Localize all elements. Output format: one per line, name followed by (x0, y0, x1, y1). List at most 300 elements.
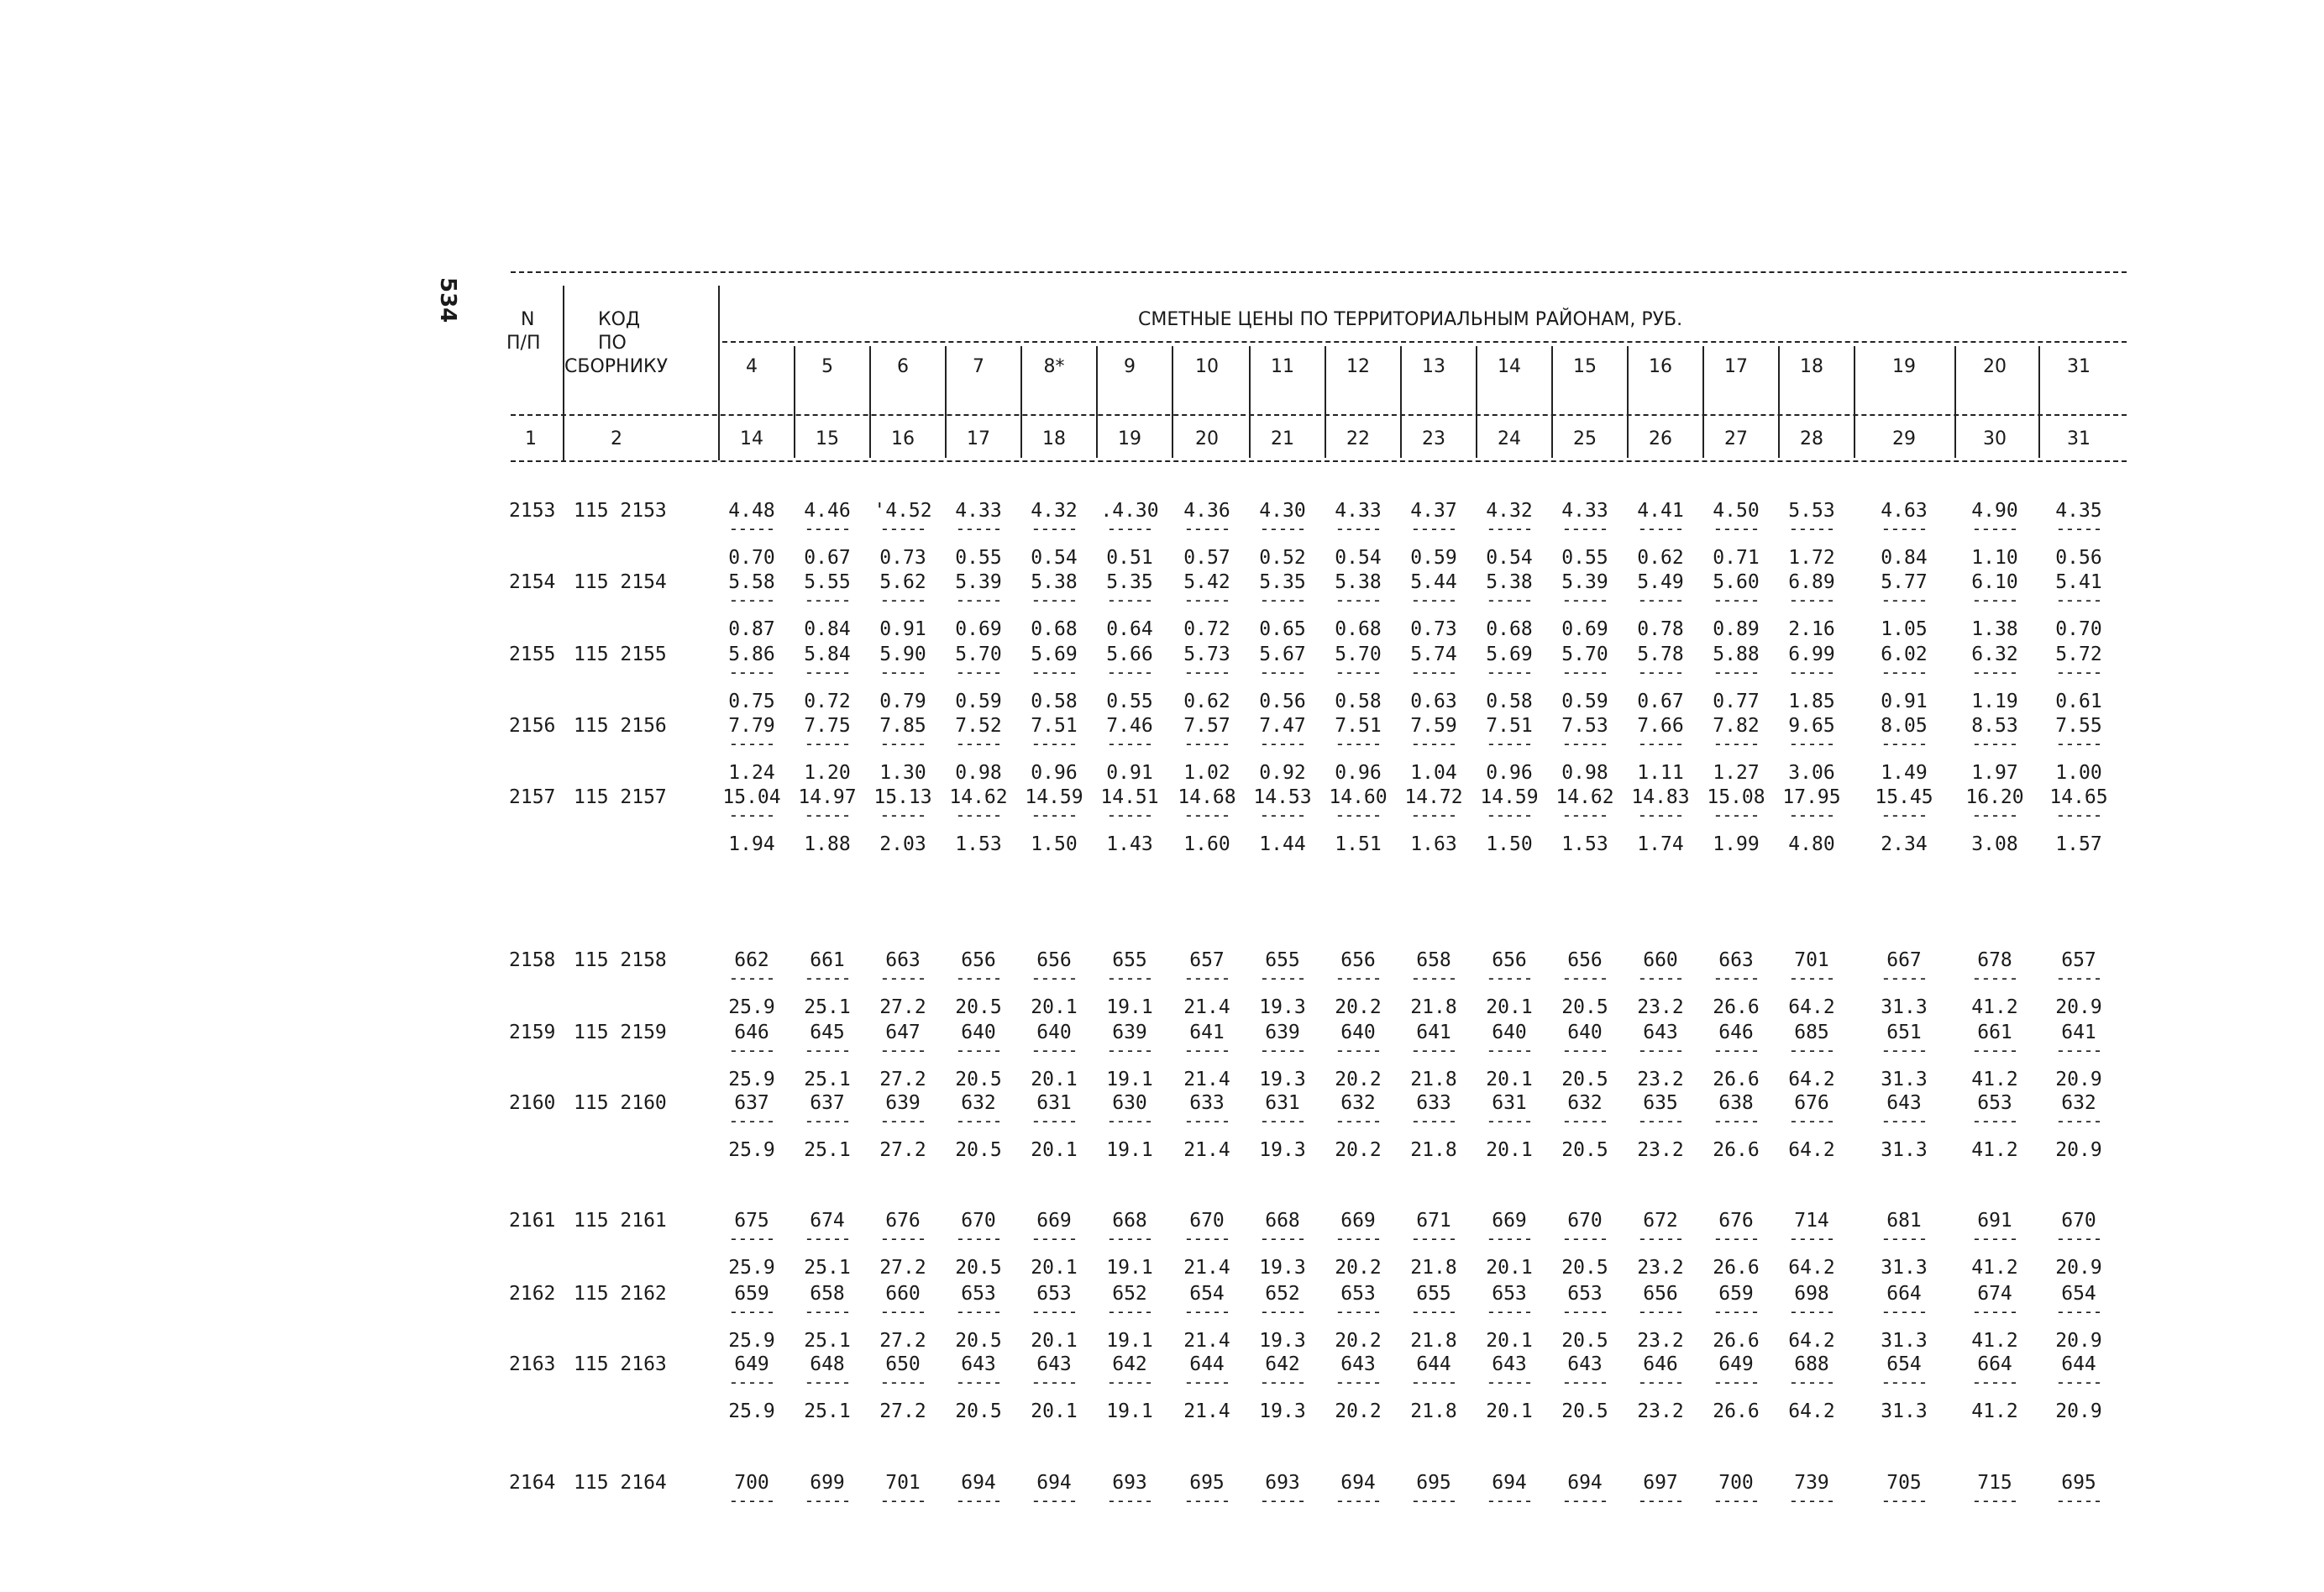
fraction-dash: ----- (1183, 968, 1230, 988)
price-total: 688 (1794, 1353, 1829, 1375)
price-component: 1.00 (2055, 762, 2102, 784)
fraction-dash: ----- (728, 1228, 775, 1248)
fraction-dash: ----- (804, 968, 851, 988)
fraction-dash: ----- (1788, 1111, 1835, 1131)
price-component: 25.1 (804, 1330, 851, 1352)
price-total: 9.65 (1788, 715, 1835, 737)
price-total: 632 (961, 1092, 996, 1114)
row-code: 115 2162 (574, 1283, 667, 1305)
price-total: 705 (1886, 1472, 1922, 1494)
price-component: 1.53 (1561, 833, 1608, 855)
price-total: 4.41 (1637, 500, 1684, 522)
fraction-dash: ----- (879, 805, 926, 825)
fraction-dash: ----- (1788, 733, 1835, 754)
price-total: 8.53 (1971, 715, 2018, 737)
column-divider (1702, 346, 1704, 458)
header-mid-rule (511, 414, 2127, 416)
price-total: 669 (1340, 1210, 1376, 1232)
row-number: 2154 (509, 571, 556, 593)
region-header: 4 (746, 356, 758, 377)
fraction-dash: ----- (1713, 1372, 1760, 1392)
price-total: 715 (1977, 1472, 2012, 1494)
price-component: 0.69 (1561, 618, 1608, 640)
col-index: 14 (740, 428, 763, 449)
price-total: 5.44 (1410, 571, 1457, 593)
fraction-dash: ----- (1335, 805, 1382, 825)
fraction-dash: ----- (1486, 1040, 1533, 1060)
price-component: 64.2 (1788, 996, 1835, 1018)
region-header: 9 (1124, 356, 1136, 377)
price-total: 652 (1112, 1283, 1147, 1305)
fraction-dash: ----- (1561, 1111, 1608, 1131)
price-total: 632 (1567, 1092, 1603, 1114)
price-total: 640 (961, 1022, 996, 1043)
price-total: 678 (1977, 949, 2012, 971)
price-component: 25.1 (804, 1069, 851, 1090)
price-total: 646 (1718, 1022, 1754, 1043)
fraction-dash: ----- (728, 968, 775, 988)
fraction-dash: ----- (1335, 733, 1382, 754)
price-total: 641 (2061, 1022, 2096, 1043)
price-component: 19.1 (1106, 996, 1153, 1018)
price-component: 64.2 (1788, 1139, 1835, 1161)
price-total: 5.38 (1486, 571, 1533, 593)
price-component: 0.65 (1259, 618, 1306, 640)
price-total: 14.65 (2049, 786, 2108, 808)
fraction-dash: ----- (1881, 805, 1928, 825)
fraction-dash: ----- (955, 1111, 1002, 1131)
fraction-dash: ----- (1971, 1372, 2018, 1392)
price-component: 27.2 (879, 1069, 926, 1090)
fraction-dash: ----- (1106, 805, 1153, 825)
price-total: 631 (1492, 1092, 1527, 1114)
row-number: 2156 (509, 715, 556, 737)
fraction-dash: ----- (879, 733, 926, 754)
price-total: 630 (1112, 1092, 1147, 1114)
fraction-dash: ----- (1881, 590, 1928, 610)
price-total: 694 (1036, 1472, 1072, 1494)
region-header: 5 (821, 356, 833, 377)
fraction-dash: ----- (1486, 805, 1533, 825)
col-index: 20 (1195, 428, 1219, 449)
col-index: 19 (1118, 428, 1141, 449)
price-component: 25.9 (728, 1330, 775, 1352)
price-total: 656 (1036, 949, 1072, 971)
fraction-dash: ----- (1106, 968, 1153, 988)
price-component: 1.38 (1971, 618, 2018, 640)
fraction-dash: ----- (1259, 518, 1306, 539)
price-total: 700 (734, 1472, 769, 1494)
price-component: 0.73 (1410, 618, 1457, 640)
price-component: 20.1 (1031, 1069, 1078, 1090)
fraction-dash: ----- (1335, 1228, 1382, 1248)
price-total: 5.70 (955, 644, 1002, 665)
price-total: 661 (810, 949, 845, 971)
price-component: 26.6 (1713, 996, 1760, 1018)
region-header: 14 (1498, 356, 1521, 377)
fraction-dash: ----- (1106, 1228, 1153, 1248)
fraction-dash: ----- (879, 590, 926, 610)
price-component: 0.67 (804, 547, 851, 569)
price-total: 655 (1416, 1283, 1451, 1305)
price-total: 14.68 (1178, 786, 1236, 808)
price-component: 0.57 (1183, 547, 1230, 569)
price-total: 4.35 (2055, 500, 2102, 522)
fraction-dash: ----- (1031, 662, 1078, 682)
fraction-dash: ----- (955, 662, 1002, 682)
price-component: 1.97 (1971, 762, 2018, 784)
fraction-dash: ----- (1971, 1301, 2018, 1321)
price-component: 0.70 (728, 547, 775, 569)
price-total: 5.38 (1031, 571, 1078, 593)
col-index: 26 (1649, 428, 1672, 449)
price-component: 20.1 (1486, 1400, 1533, 1422)
price-component: 20.9 (2055, 1400, 2102, 1422)
fraction-dash: ----- (1335, 662, 1382, 682)
fraction-dash: ----- (1259, 1301, 1306, 1321)
fraction-dash: ----- (1259, 1372, 1306, 1392)
column-divider (945, 346, 947, 458)
price-component: 1.24 (728, 762, 775, 784)
fraction-dash: ----- (1183, 733, 1230, 754)
price-total: 701 (1794, 949, 1829, 971)
price-total: 653 (1036, 1283, 1072, 1305)
col-index: 24 (1498, 428, 1521, 449)
price-component: 0.55 (955, 547, 1002, 569)
price-total: 656 (961, 949, 996, 971)
price-component: 31.3 (1881, 1330, 1928, 1352)
price-component: 0.72 (804, 691, 851, 712)
price-total: 652 (1265, 1283, 1300, 1305)
price-component: 1.44 (1259, 833, 1306, 855)
price-component: 1.05 (1881, 618, 1928, 640)
price-total: 7.66 (1637, 715, 1684, 737)
price-component: 41.2 (1971, 1330, 2018, 1352)
fraction-dash: ----- (1410, 733, 1457, 754)
region-header: 7 (973, 356, 984, 377)
price-component: 0.96 (1486, 762, 1533, 784)
price-component: 1.49 (1881, 762, 1928, 784)
price-total: 653 (1567, 1283, 1603, 1305)
price-total: 739 (1794, 1472, 1829, 1494)
price-total: 656 (1643, 1283, 1678, 1305)
fraction-dash: ----- (1561, 1490, 1608, 1511)
fraction-dash: ----- (1106, 1111, 1153, 1131)
price-total: 7.59 (1410, 715, 1457, 737)
price-component: 31.3 (1881, 1400, 1928, 1422)
price-component: 20.5 (1561, 1330, 1608, 1352)
price-total: 646 (1643, 1353, 1678, 1375)
fraction-dash: ----- (1335, 1301, 1382, 1321)
price-component: 25.1 (804, 1257, 851, 1279)
price-total: 660 (1643, 949, 1678, 971)
price-component: 23.2 (1637, 1330, 1684, 1352)
price-component: 0.91 (1106, 762, 1153, 784)
row-code: 115 2154 (574, 571, 667, 593)
fraction-dash: ----- (2055, 1301, 2102, 1321)
price-total: 7.85 (879, 715, 926, 737)
fraction-dash: ----- (804, 733, 851, 754)
fraction-dash: ----- (1335, 1111, 1382, 1131)
price-total: 7.47 (1259, 715, 1306, 737)
price-total: 694 (1492, 1472, 1527, 1494)
price-total: 639 (885, 1092, 921, 1114)
price-component: 0.62 (1183, 691, 1230, 712)
fraction-dash: ----- (955, 805, 1002, 825)
price-component: 20.5 (955, 996, 1002, 1018)
fraction-dash: ----- (955, 968, 1002, 988)
price-total: 4.90 (1971, 500, 2018, 522)
price-total: 639 (1112, 1022, 1147, 1043)
price-component: 0.59 (955, 691, 1002, 712)
fraction-dash: ----- (1486, 1490, 1533, 1511)
price-total: 7.82 (1713, 715, 1760, 737)
fraction-dash: ----- (879, 1490, 926, 1511)
fraction-dash: ----- (1561, 590, 1608, 610)
price-total: 643 (961, 1353, 996, 1375)
col-index: 18 (1042, 428, 1066, 449)
fraction-dash: ----- (1881, 733, 1928, 754)
price-total: 4.48 (728, 500, 775, 522)
region-header: 17 (1724, 356, 1748, 377)
price-component: 23.2 (1637, 1069, 1684, 1090)
fraction-dash: ----- (1788, 1372, 1835, 1392)
price-total: 14.59 (1025, 786, 1083, 808)
fraction-dash: ----- (1183, 1301, 1230, 1321)
price-component: 1.20 (804, 762, 851, 784)
price-total: 7.52 (955, 715, 1002, 737)
price-component: 4.80 (1788, 833, 1835, 855)
price-component: 25.1 (804, 1139, 851, 1161)
price-component: 0.69 (955, 618, 1002, 640)
fraction-dash: ----- (1637, 1372, 1684, 1392)
fraction-dash: ----- (1881, 662, 1928, 682)
fraction-dash: ----- (1335, 968, 1382, 988)
fraction-dash: ----- (1335, 1040, 1382, 1060)
price-total: 6.89 (1788, 571, 1835, 593)
price-component: 19.1 (1106, 1139, 1153, 1161)
fraction-dash: ----- (1561, 1040, 1608, 1060)
fraction-dash: ----- (1971, 968, 2018, 988)
price-total: 676 (1718, 1210, 1754, 1232)
price-component: 26.6 (1713, 1139, 1760, 1161)
price-component: 0.98 (955, 762, 1002, 784)
price-component: 23.2 (1637, 996, 1684, 1018)
fraction-dash: ----- (2055, 733, 2102, 754)
fraction-dash: ----- (1106, 518, 1153, 539)
price-total: 5.66 (1106, 644, 1153, 665)
price-component: 31.3 (1881, 996, 1928, 1018)
price-total: 640 (1567, 1022, 1603, 1043)
price-component: 21.8 (1410, 1069, 1457, 1090)
price-component: 1.72 (1788, 547, 1835, 569)
fraction-dash: ----- (2055, 1372, 2102, 1392)
fraction-dash: ----- (1788, 968, 1835, 988)
price-component: 20.5 (1561, 996, 1608, 1018)
price-total: 670 (2061, 1210, 2096, 1232)
price-total: 672 (1643, 1210, 1678, 1232)
fraction-dash: ----- (955, 1301, 1002, 1321)
price-total: 660 (885, 1283, 921, 1305)
price-component: 19.1 (1106, 1257, 1153, 1279)
fraction-dash: ----- (1486, 1228, 1533, 1248)
row-code: 115 2153 (574, 500, 667, 522)
fraction-dash: ----- (955, 1372, 1002, 1392)
price-component: 19.1 (1106, 1400, 1153, 1422)
price-total: 5.84 (804, 644, 851, 665)
price-total: 4.36 (1183, 500, 1230, 522)
col-index: 25 (1573, 428, 1597, 449)
fraction-dash: ----- (1971, 518, 2018, 539)
row-number: 2163 (509, 1353, 556, 1375)
price-total: 14.83 (1631, 786, 1690, 808)
price-total: 691 (1977, 1210, 2012, 1232)
region-header: 20 (1983, 356, 2007, 377)
fraction-dash: ----- (955, 518, 1002, 539)
price-total: 693 (1112, 1472, 1147, 1494)
fraction-dash: ----- (879, 1228, 926, 1248)
column-divider (1020, 346, 1022, 458)
col-index: 17 (967, 428, 990, 449)
column-divider (1476, 346, 1477, 458)
price-total: 655 (1265, 949, 1300, 971)
price-total: 668 (1112, 1210, 1147, 1232)
fraction-dash: ----- (1259, 1490, 1306, 1511)
price-total: 14.60 (1329, 786, 1388, 808)
price-component: 20.5 (1561, 1400, 1608, 1422)
price-total: 638 (1718, 1092, 1754, 1114)
column-divider (1954, 346, 1956, 458)
col-index: 22 (1346, 428, 1370, 449)
price-component: 20.9 (2055, 1139, 2102, 1161)
price-component: 23.2 (1637, 1257, 1684, 1279)
fraction-dash: ----- (1637, 1228, 1684, 1248)
sbornik-label: СБОРНИКУ (564, 356, 669, 377)
price-total: 656 (1340, 949, 1376, 971)
price-total: 14.59 (1480, 786, 1539, 808)
price-total: 653 (1492, 1283, 1527, 1305)
price-total: 632 (1340, 1092, 1376, 1114)
fraction-dash: ----- (955, 733, 1002, 754)
fraction-dash: ----- (1637, 1111, 1684, 1131)
fraction-dash: ----- (1031, 733, 1078, 754)
price-total: 654 (2061, 1283, 2096, 1305)
price-component: 0.84 (1881, 547, 1928, 569)
fraction-dash: ----- (1637, 805, 1684, 825)
price-component: 19.3 (1259, 1257, 1306, 1279)
price-component: 0.52 (1259, 547, 1306, 569)
fraction-dash: ----- (1410, 1228, 1457, 1248)
price-component: 19.3 (1259, 996, 1306, 1018)
fraction-dash: ----- (1971, 733, 2018, 754)
price-total: 7.79 (728, 715, 775, 737)
price-total: 670 (1567, 1210, 1603, 1232)
price-component: 1.63 (1410, 833, 1457, 855)
price-total: 663 (885, 949, 921, 971)
price-component: 1.85 (1788, 691, 1835, 712)
price-total: 640 (1340, 1022, 1376, 1043)
price-total: 5.77 (1881, 571, 1928, 593)
price-component: 31.3 (1881, 1069, 1928, 1090)
price-total: 653 (961, 1283, 996, 1305)
price-total: 681 (1886, 1210, 1922, 1232)
price-total: 633 (1189, 1092, 1225, 1114)
fraction-dash: ----- (1410, 1301, 1457, 1321)
fraction-dash: ----- (1637, 968, 1684, 988)
price-component: 20.5 (1561, 1139, 1608, 1161)
price-total: 633 (1416, 1092, 1451, 1114)
price-component: 0.87 (728, 618, 775, 640)
region-header: 10 (1195, 356, 1219, 377)
column-divider (1172, 346, 1173, 458)
price-component: 21.8 (1410, 996, 1457, 1018)
price-total: 658 (810, 1283, 845, 1305)
row-number: 2164 (509, 1472, 556, 1494)
price-total: 667 (1886, 949, 1922, 971)
price-component: 1.60 (1183, 833, 1230, 855)
price-component: 0.96 (1031, 762, 1078, 784)
price-component: 27.2 (879, 1257, 926, 1279)
price-component: 0.96 (1335, 762, 1382, 784)
price-component: 20.1 (1486, 1069, 1533, 1090)
col-index: 29 (1892, 428, 1916, 449)
fraction-dash: ----- (1183, 590, 1230, 610)
fraction-dash: ----- (1713, 590, 1760, 610)
fraction-dash: ----- (1031, 805, 1078, 825)
fraction-dash: ----- (1561, 733, 1608, 754)
region-header: 15 (1573, 356, 1597, 377)
fraction-dash: ----- (1561, 1372, 1608, 1392)
fraction-dash: ----- (1561, 518, 1608, 539)
fraction-dash: ----- (1259, 1040, 1306, 1060)
price-component: 20.1 (1031, 1330, 1078, 1352)
row-number: 2159 (509, 1022, 556, 1043)
price-total: 5.39 (1561, 571, 1608, 593)
region-header: 11 (1271, 356, 1294, 377)
row-code: 115 2163 (574, 1353, 667, 1375)
price-total: 641 (1416, 1022, 1451, 1043)
price-component: 20.2 (1335, 996, 1382, 1018)
price-component: 27.2 (879, 1330, 926, 1352)
fraction-dash: ----- (2055, 805, 2102, 825)
fraction-dash: ----- (1486, 1301, 1533, 1321)
row-number: 2162 (509, 1283, 556, 1305)
price-total: 644 (1189, 1353, 1225, 1375)
price-component: 21.4 (1183, 996, 1230, 1018)
fraction-dash: ----- (1788, 1301, 1835, 1321)
price-total: 650 (885, 1353, 921, 1375)
price-total: 657 (2061, 949, 2096, 971)
price-component: 0.55 (1106, 691, 1153, 712)
fraction-dash: ----- (1259, 590, 1306, 610)
fraction-dash: ----- (1713, 1301, 1760, 1321)
price-component: 0.91 (1881, 691, 1928, 712)
fraction-dash: ----- (1335, 1372, 1382, 1392)
fraction-dash: ----- (1183, 1228, 1230, 1248)
fraction-dash: ----- (1788, 1040, 1835, 1060)
fraction-dash: ----- (804, 1111, 851, 1131)
price-total: 701 (885, 1472, 921, 1494)
price-component: 19.3 (1259, 1139, 1306, 1161)
row-code: 115 2156 (574, 715, 667, 737)
price-total: 5.86 (728, 644, 775, 665)
row-code: 115 2161 (574, 1210, 667, 1232)
row-code: 115 2155 (574, 644, 667, 665)
fraction-dash: ----- (1335, 590, 1382, 610)
column-divider (1096, 346, 1098, 458)
row-number: 2161 (509, 1210, 556, 1232)
price-total: 5.88 (1713, 644, 1760, 665)
